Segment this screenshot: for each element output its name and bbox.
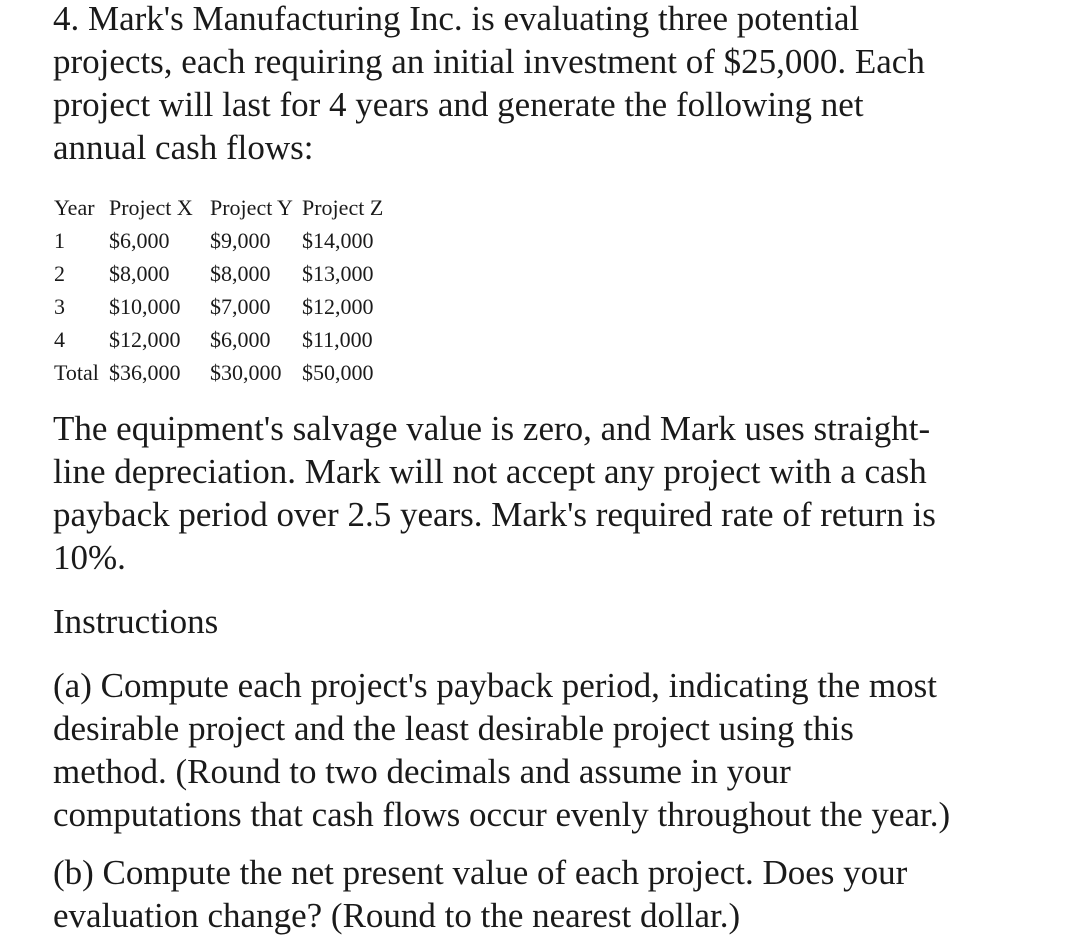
instruction-part-b (53, 851, 1073, 937)
header-project-z: Project Z (302, 195, 384, 220)
question-intro (53, 0, 1073, 169)
table-row (54, 290, 412, 323)
cell-project-z: $14,000 (302, 228, 374, 253)
details-line: The equipment's salvage value is zero, and Mark uses straight- (53, 409, 931, 448)
cell-project-x: $12,000 (109, 327, 181, 352)
table-total-row (54, 356, 412, 389)
cell-project-y: $7,000 (210, 294, 271, 319)
cash-flow-table (54, 191, 412, 389)
cell-project-y: $8,000 (210, 261, 271, 286)
cell-project-x: $8,000 (109, 261, 170, 286)
cell-year: Total (54, 360, 99, 385)
cell-project-z: $11,000 (302, 327, 373, 352)
details-line: line depreciation. Mark will not accept any project with a cash (53, 452, 927, 491)
cell-project-z: $50,000 (302, 360, 374, 385)
question-document (53, 0, 1073, 937)
cell-project-z: $13,000 (302, 261, 374, 286)
table-row (54, 224, 412, 257)
details-line: 10%. (53, 538, 126, 577)
part-a-line: computations that cash flows occur evenly throughout the year.) (53, 795, 951, 834)
intro-line: 4. Mark's Manufacturing Inc. is evaluating three potential (53, 0, 860, 38)
cell-project-y: $9,000 (210, 228, 271, 253)
cell-project-y: $30,000 (210, 360, 282, 385)
header-project-x: Project X (109, 195, 193, 220)
cell-project-x: $36,000 (109, 360, 181, 385)
details-line: payback period over 2.5 years. Mark's required rate of return is (53, 495, 936, 534)
cell-project-z: $12,000 (302, 294, 374, 319)
intro-line: project will last for 4 years and generate the following net (53, 85, 864, 124)
cell-year: 2 (54, 261, 65, 286)
table-row (54, 323, 412, 356)
cell-year: 4 (54, 327, 65, 352)
header-year: Year (54, 195, 95, 220)
cell-project-x: $10,000 (109, 294, 181, 319)
cell-project-y: $6,000 (210, 327, 271, 352)
instruction-part-a (53, 664, 1073, 836)
header-project-y: Project Y (210, 195, 293, 220)
table-row (54, 257, 412, 290)
part-b-line: evaluation change? (Round to the nearest dollar.) (53, 896, 741, 935)
instructions-heading: Instructions (53, 602, 219, 641)
part-a-line: (a) Compute each project's payback period, indicating the most (53, 666, 937, 705)
intro-line: annual cash flows: (53, 128, 314, 167)
part-b-line: (b) Compute the net present value of each project. Does your (53, 853, 908, 892)
cell-year: 1 (54, 228, 65, 253)
intro-line: projects, each requiring an initial investment of $25,000. Each (53, 42, 925, 81)
part-a-line: desirable project and the least desirable project using this (53, 709, 854, 748)
part-a-line: method. (Round to two decimals and assume in your (53, 752, 791, 791)
table-header-row (54, 191, 412, 224)
question-details (53, 407, 1073, 579)
cell-project-x: $6,000 (109, 228, 170, 253)
cell-year: 3 (54, 294, 65, 319)
